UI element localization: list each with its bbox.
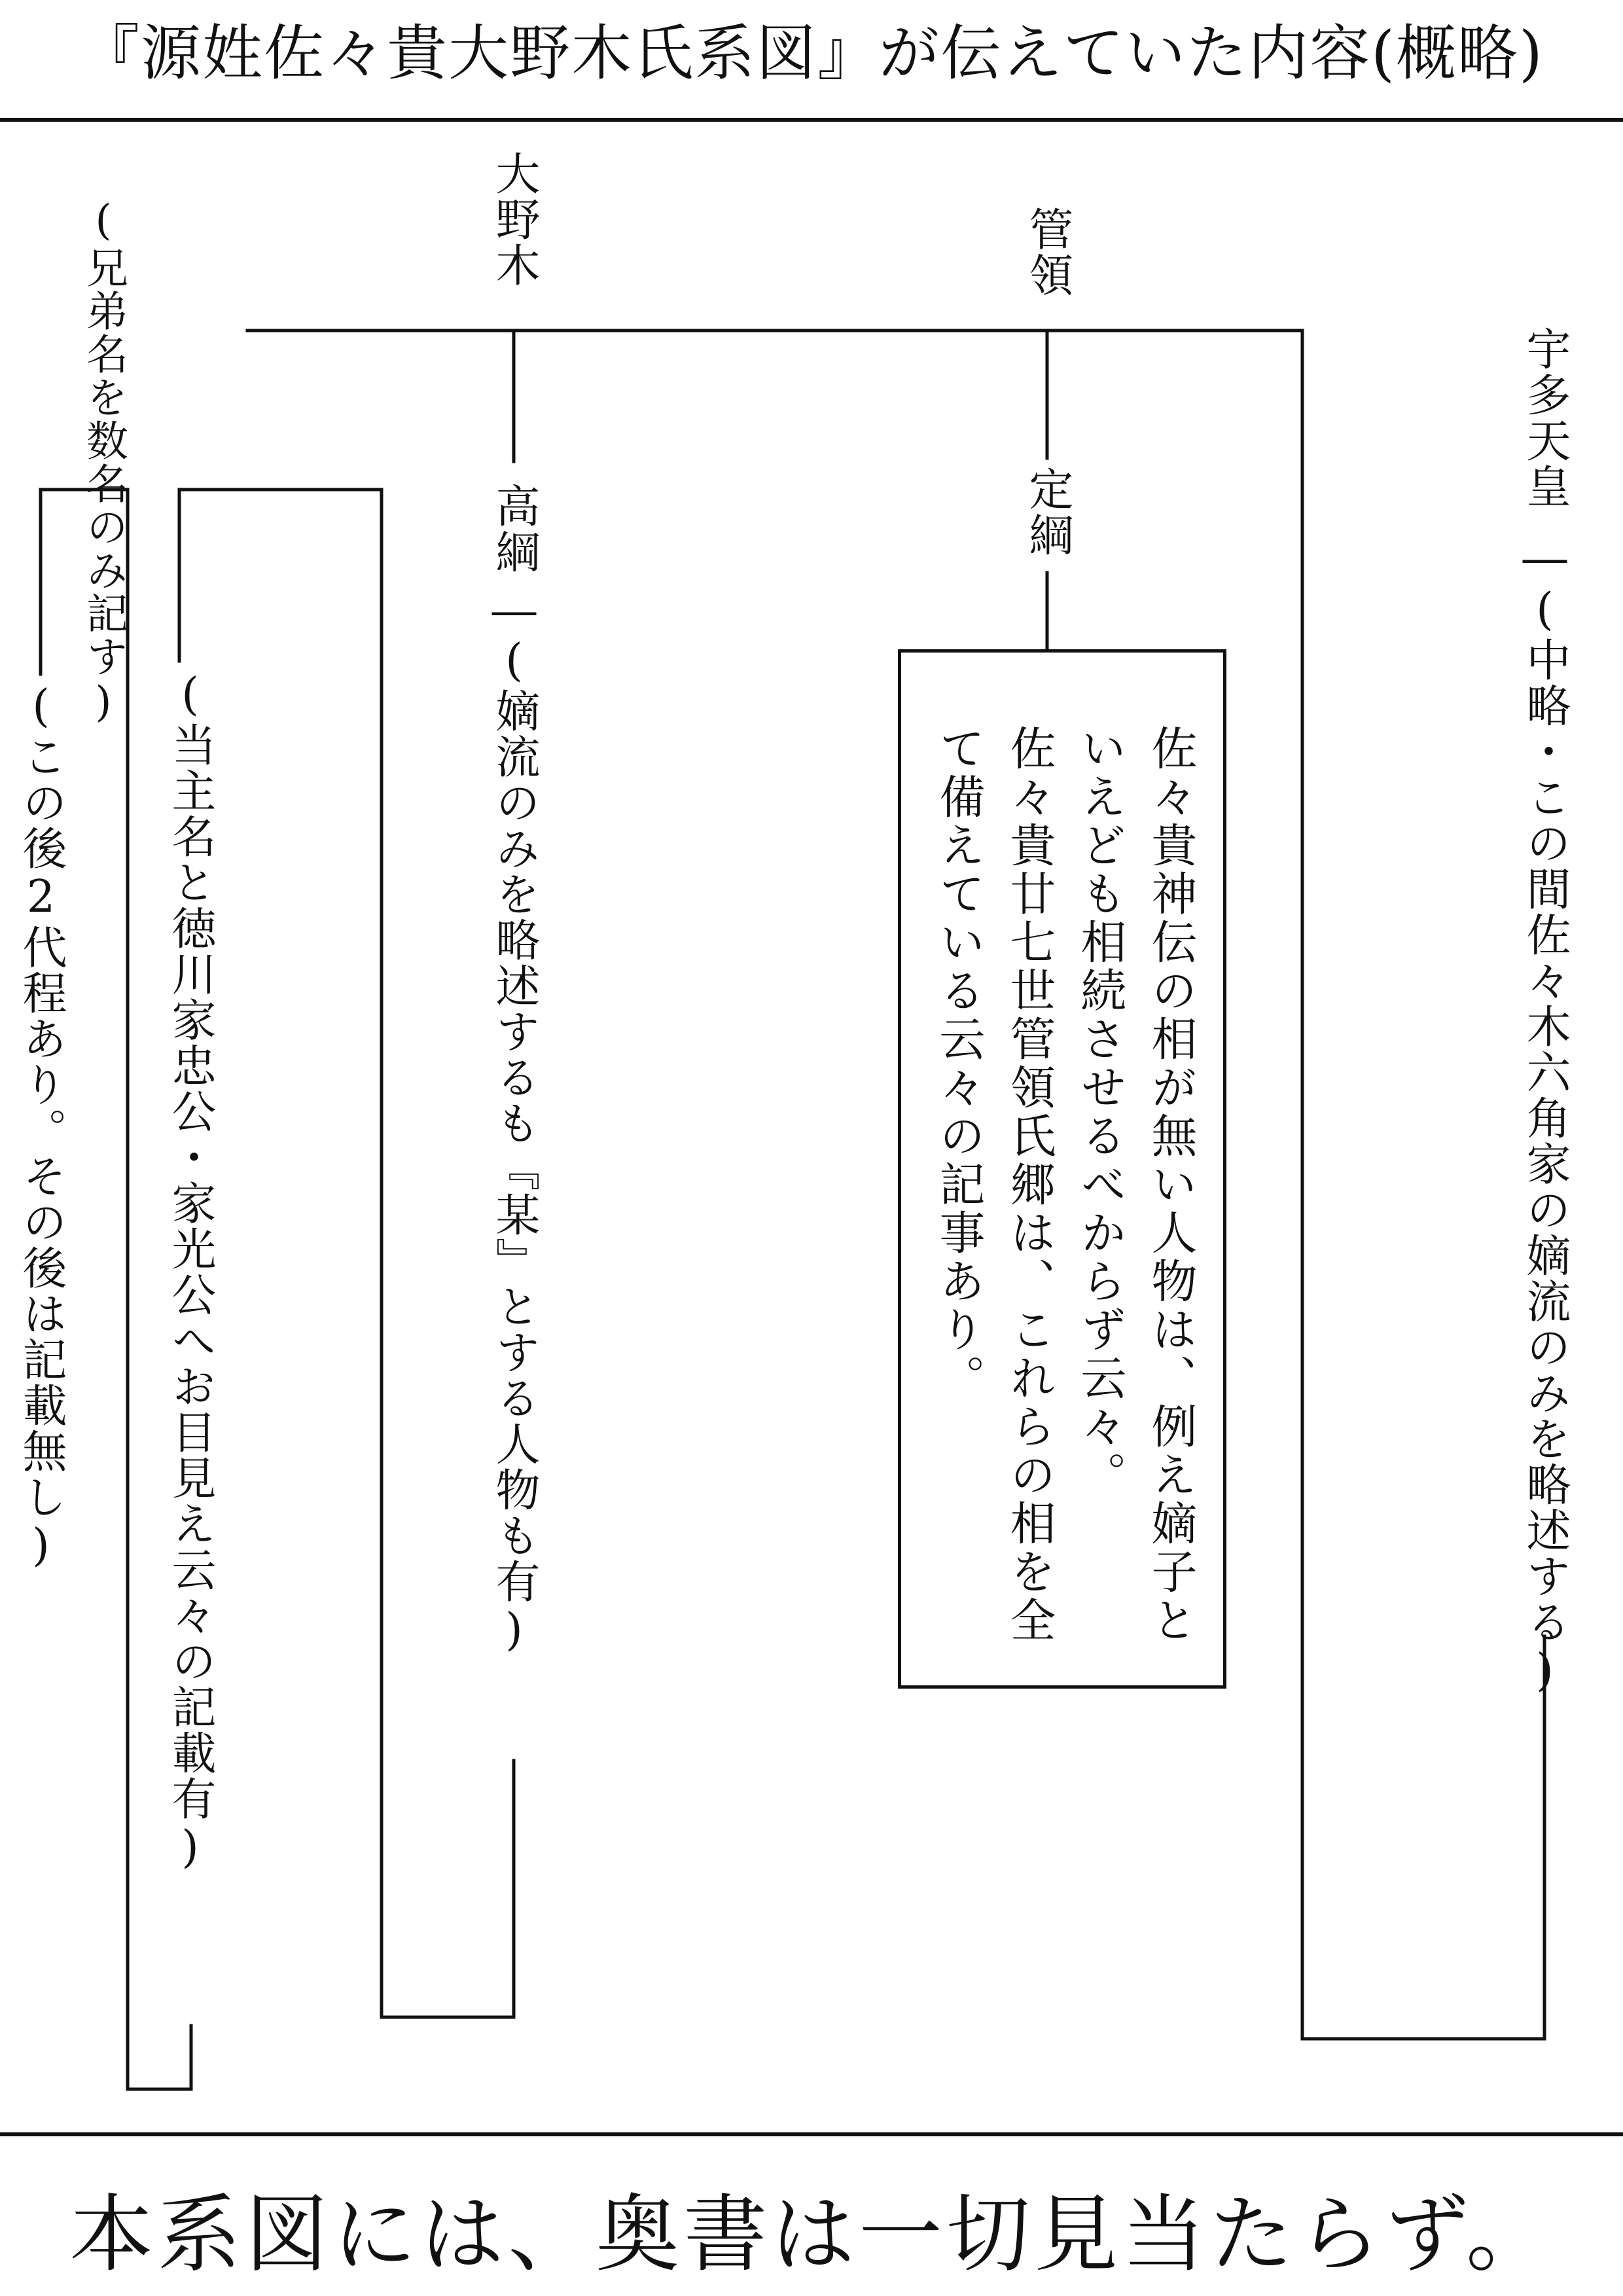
takatsuna-descent-line [179, 490, 514, 2017]
note-box-text: 佐々貴神伝の相が無い人物は、例え嫡子といえども相続させるべからず云々。 佐々貴廿七世管領氏郷は、これらの相を全て備えている云々の記事あり。 [932, 725, 1198, 1645]
node-takatsuna: 高綱 [488, 483, 540, 575]
note-box [898, 649, 1226, 1689]
footer-note: 本系図には、奥書は一切見当たらず。 [69, 2186, 1554, 2284]
bottom-divider [0, 2132, 1623, 2136]
node-after-note: (この後2代程あり。その後は記載無し) [15, 681, 67, 1573]
node-sadatsuna: 定綱 [1022, 466, 1073, 558]
node-takatsuna-note: (嫡流のみを略述するも『某』とする人物も有) [488, 635, 540, 1657]
emperor-connector: ― [1519, 533, 1571, 586]
emperor-descent-line [1302, 331, 1544, 2039]
node-kanryo: 管領 [1022, 206, 1073, 298]
node-emperor: 宇多天皇 [1519, 326, 1571, 509]
node-siblings-note: (兄弟名を数名のみ記す) [79, 196, 128, 728]
node-current-head-note: (当主名と徳川家忠公・家光公へお目見え云々の記載有) [164, 669, 216, 1874]
page-title: 『源姓佐々貴大野木氏系図』が伝えていた内容(概略) [79, 18, 1544, 88]
node-onogi: 大野木 [488, 151, 540, 288]
takatsuna-connector: ― [488, 585, 540, 638]
node-emperor-note: (中略・この間佐々木六角家の嫡流のみを略述する) [1519, 584, 1571, 1698]
